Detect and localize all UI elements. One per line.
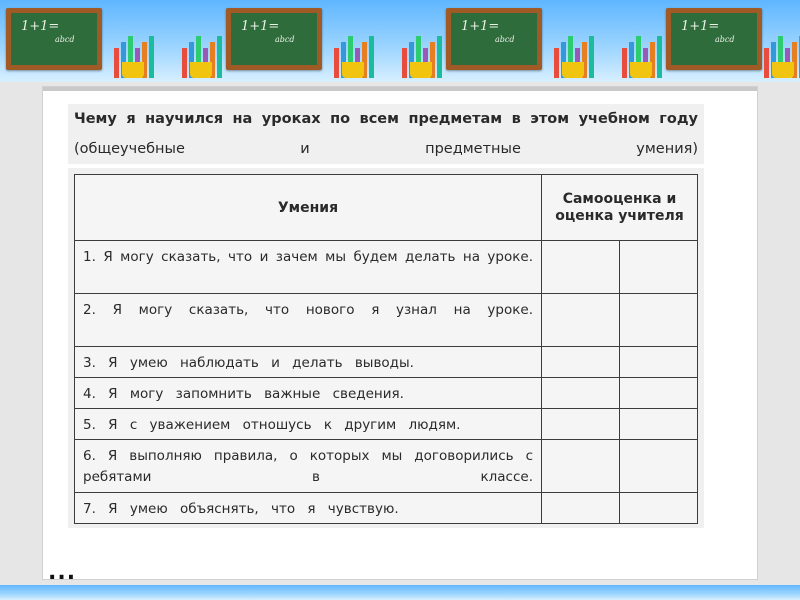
pencil-cup-icon <box>330 34 376 78</box>
decorative-banner-bottom <box>0 585 800 600</box>
pencil-cup-icon <box>398 34 444 78</box>
table-row <box>75 347 698 378</box>
table-row <box>75 241 698 294</box>
title-note: (общеучебные и предметные умения) <box>74 141 698 157</box>
chalkboard-icon: 1+1= abcd <box>226 8 322 70</box>
pencil-cup-icon <box>618 34 664 78</box>
frame-top-line <box>43 87 757 91</box>
skill-statement: 5. Я с уважением отношусь к другим людям. <box>75 409 542 440</box>
header-assessment: Самооценка и оценка учителя <box>542 175 698 241</box>
table-row <box>75 493 698 524</box>
teacher-assessment-cell[interactable] <box>620 347 698 378</box>
skill-statement: 7. Я умею объяснять, что я чувствую. <box>75 493 542 524</box>
pencil-cup-icon <box>178 34 224 78</box>
pencil-cup-icon <box>550 34 596 78</box>
header-skills: Умения <box>75 175 542 241</box>
pencil-cup-icon <box>110 34 156 78</box>
teacher-assessment-cell[interactable] <box>620 440 698 493</box>
self-assessment-cell[interactable] <box>542 409 620 440</box>
table-row <box>75 409 698 440</box>
teacher-assessment-cell[interactable] <box>620 294 698 347</box>
self-assessment-cell[interactable] <box>542 440 620 493</box>
teacher-assessment-cell[interactable] <box>620 493 698 524</box>
decorative-banner-top <box>0 0 800 82</box>
table-row <box>75 294 698 347</box>
pencil-cup-icon <box>760 34 800 78</box>
table-row <box>75 440 698 493</box>
teacher-assessment-cell[interactable] <box>620 409 698 440</box>
skill-statement: 4. Я могу запомнить важные сведения. <box>75 378 542 409</box>
skill-statement: 1. Я могу сказать, что и зачем мы будем делать на уроке. <box>75 241 542 294</box>
chalkboard-icon: 1+1= abcd <box>6 8 102 70</box>
skills-table-wrapper <box>68 168 704 528</box>
skill-statement: 3. Я умею наблюдать и делать выводы. <box>75 347 542 378</box>
page-title <box>68 104 704 164</box>
chalkboard-icon: 1+1= abcd <box>666 8 762 70</box>
skill-statement: 6. Я выполняю правила, о которых мы договорились с ребятами в классе. <box>75 440 542 493</box>
teacher-assessment-cell[interactable] <box>620 378 698 409</box>
self-assessment-cell[interactable] <box>542 493 620 524</box>
skills-table <box>74 174 698 524</box>
self-assessment-cell[interactable] <box>542 347 620 378</box>
title-main: Чему я научился на уроках по всем предметам в этом учебном году <box>74 111 698 127</box>
chalkboard-icon: 1+1= abcd <box>446 8 542 70</box>
table-row <box>75 378 698 409</box>
self-assessment-cell[interactable] <box>542 294 620 347</box>
self-assessment-cell[interactable] <box>542 378 620 409</box>
teacher-assessment-cell[interactable] <box>620 241 698 294</box>
self-assessment-cell[interactable] <box>542 241 620 294</box>
skill-statement: 2. Я могу сказать, что нового я узнал на уроке. <box>75 294 542 347</box>
continuation-ellipsis: ... <box>48 560 77 585</box>
